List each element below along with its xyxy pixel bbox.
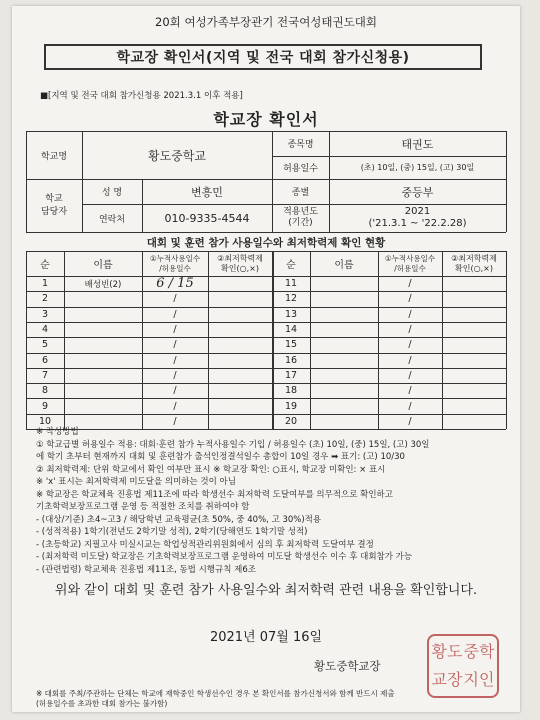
instruction-line: - (초등학교) 지필고사 미실시교는 학업성적관리위원회에서 심의 후 최저학력 도달여부 결정: [36, 539, 374, 550]
period-value: [329, 204, 506, 232]
col-header-check: ②최저학력제 확인(○,×): [451, 253, 497, 273]
footnote-line: (허용일수를 초과한 대회 참가는 불가함): [36, 699, 168, 708]
row-number: 14: [284, 324, 298, 336]
row-student-name: [64, 353, 142, 368]
col-header-days: ①누적사용일수 /허용일수: [149, 253, 201, 273]
row-achievement-check: [208, 276, 272, 291]
instruction-line: 기초학력보장프로그램 운영 등 적절한 조치를 취하여야 함: [36, 502, 250, 512]
row-achievement-check: [442, 322, 506, 337]
row-student-name: [310, 276, 378, 291]
row-achievement-check: [442, 398, 506, 413]
row-days-used: /: [408, 278, 412, 290]
row-days-used: /: [408, 293, 412, 305]
form-title-box: [44, 44, 482, 70]
row-achievement-check: [208, 337, 272, 352]
period-year: 2021: [404, 206, 431, 217]
col-header-no: 순: [286, 260, 296, 271]
row-achievement-check: [208, 291, 272, 306]
row-days-used: /: [173, 369, 177, 381]
row-number: 4: [41, 324, 49, 336]
row-achievement-check: [442, 307, 506, 322]
row-number: 13: [284, 308, 298, 320]
instruction-line: ① 학교급별 허용일수 적용: 대회·훈련 참가 누적사용일수 기입 / 허용일수 (초) 10일, (중) 15일, (고) 30일: [36, 439, 430, 450]
instruction-line: ② 최저학력제: 단위 학교에서 확인 여부만 표시 ※ 학교장 확인: ○표시, 학교장 미확인: × 표시: [36, 464, 386, 475]
division-value: 중등부: [401, 185, 434, 199]
school-label: 학교명: [40, 151, 68, 162]
row-days-used: /: [408, 369, 412, 381]
row-achievement-check: [208, 353, 272, 368]
row-number: 2: [41, 293, 49, 305]
row-achievement-check: [442, 368, 506, 383]
row-number: 12: [284, 293, 298, 305]
period-label: 적용년도 (기간): [283, 207, 318, 228]
instruction-line: - (성적적용) 1학기(전년도 2학기말 성적), 2학기(당해연도 1학기말 성적): [36, 527, 308, 537]
row-number: 8: [41, 385, 49, 397]
row-number: 6: [41, 354, 49, 366]
row-achievement-check: [442, 276, 506, 291]
col-header-check: ②최저학력제 확인(○,×): [217, 253, 263, 273]
row-days-used: /: [173, 354, 177, 366]
submission-footnote: [36, 689, 395, 709]
row-achievement-check: [442, 383, 506, 398]
event-name: 20회 여성가족부장관기 전국여성태권도대회: [155, 15, 377, 29]
row-days-used: /: [173, 400, 177, 412]
manager-name-label: 성 명: [101, 188, 123, 198]
row-student-name: 배성빈(2): [84, 279, 122, 290]
row-achievement-check: [208, 383, 272, 398]
row-number: 18: [284, 385, 298, 397]
row-number: 17: [284, 369, 298, 381]
instruction-line: - (최저학력 미도달) 학교장은 기초학력보장프로그램 운영하여 미도달 학생선수 이수 후 대회참가 가능: [36, 552, 413, 562]
confirmation-statement: 위와 같이 대회 및 훈련 참가 사용일수와 최저학력 관련 내용을 확인합니다.: [54, 583, 478, 598]
instruction-line: ※ 학교장은 학교체육 진흥법 제11조에 따라 학생선수 최저학력 도달여부를 의무적으로 확인하고: [36, 489, 393, 500]
row-number: 19: [284, 400, 298, 412]
row-achievement-check: [442, 291, 506, 306]
official-seal: 황도 중학 교장 지인: [427, 634, 499, 698]
manager-label: 학교 담당자: [40, 193, 68, 217]
row-student-name: [64, 398, 142, 413]
row-student-name: [64, 337, 142, 352]
row-achievement-check: [208, 307, 272, 322]
instruction-line: 에 학기 초부터 현재까지 대회 및 훈련참가 출석인정결석일수 총합이 10일 경우 ➡ 표기: (고) 10/30: [36, 452, 405, 462]
division-label: 종별: [291, 188, 310, 198]
row-student-name: [310, 383, 378, 398]
col-header-name: 이름: [93, 260, 113, 271]
row-number: 20: [284, 415, 298, 427]
row-student-name: [64, 322, 142, 337]
row-achievement-check: [208, 322, 272, 337]
row-number: 15: [284, 339, 298, 351]
row-days-used: /: [408, 339, 412, 351]
row-days-used: /: [173, 339, 177, 351]
row-achievement-check: [208, 368, 272, 383]
row-days-used: /: [408, 308, 412, 320]
contact-value: 010-9335-4544: [164, 211, 250, 225]
instruction-line: - (대상/기준) 초4~고3 / 해당학년 교육평균(초 50%, 중 40%, 고 30%)적용: [36, 514, 322, 525]
row-days-used: 6 / 15: [156, 276, 194, 292]
row-student-name: [64, 307, 142, 322]
row-student-name: [310, 291, 378, 306]
writing-instructions: [36, 426, 506, 576]
document-page: [12, 6, 520, 712]
status-heading: 대회 및 훈련 참가 사용일수와 최저학력제 확인 현황: [146, 237, 386, 249]
row-student-name: [310, 307, 378, 322]
row-days-used: /: [408, 385, 412, 397]
col-header-name: 이름: [334, 260, 354, 271]
sport-label: 종목명: [287, 140, 314, 150]
row-achievement-check: [442, 337, 506, 352]
row-number: 1: [41, 278, 49, 290]
row-student-name: [64, 368, 142, 383]
period-range: ('21.3.1 ~ '22.2.28): [368, 218, 467, 229]
sport-value: 태권도: [401, 137, 434, 151]
row-days-used: /: [408, 324, 412, 336]
allowed-days-label: 허용일수: [283, 164, 318, 174]
row-student-name: [310, 368, 378, 383]
row-days-used: /: [173, 308, 177, 320]
row-student-name: [310, 322, 378, 337]
row-days-used: /: [173, 324, 177, 336]
instruction-line: ※ 'x' 표시는 최저학력제 미도달을 의미하는 것이 아님: [36, 477, 236, 487]
col-header-no: 순: [40, 260, 50, 271]
row-days-used: /: [408, 415, 412, 427]
row-student-name: [64, 291, 142, 306]
row-days-used: /: [173, 415, 177, 427]
row-number: 11: [284, 278, 298, 290]
row-days-used: /: [173, 385, 177, 397]
row-number: 10: [38, 415, 52, 427]
row-days-used: /: [408, 354, 412, 366]
row-days-used: /: [408, 400, 412, 412]
col-header-days: ①누적사용일수 /허용일수: [384, 253, 436, 273]
form-title: 학교장 확인서(지역 및 전국 대회 참가신청용): [116, 50, 410, 66]
row-number: 9: [41, 400, 49, 412]
document-title: 학교장 확인서: [213, 110, 319, 129]
row-student-name: [310, 337, 378, 352]
row-student-name: [64, 383, 142, 398]
row-number: 7: [41, 369, 49, 381]
row-achievement-check: [208, 398, 272, 413]
row-number: 5: [41, 339, 49, 351]
instruction-line: - (관련법령) 학교체육 진흥법 제11조, 동법 시행규칙 제6조: [36, 564, 256, 575]
row-days-used: /: [173, 293, 177, 305]
row-student-name: [310, 353, 378, 368]
allowed-days-value: (초) 10일, (중) 15일, (고) 30일: [360, 163, 475, 172]
row-number: 3: [41, 308, 49, 320]
row-number: 16: [284, 354, 298, 366]
footnote-line: ※ 대회를 주최/주관하는 단체는 학교에 재학중인 학생선수인 경우 본 확인서를 참가신청서와 함께 반드시 제출: [36, 689, 395, 698]
applicability-note: ■[지역 및 전국 대회 참가신청용 2021.3.1 이후 적용]: [40, 91, 243, 101]
instruction-line: ※ 작성방법: [36, 427, 79, 437]
row-student-name: [310, 398, 378, 413]
school-name: 황도중학교: [148, 148, 206, 163]
row-achievement-check: [442, 353, 506, 368]
contact-label: 연락처: [98, 214, 126, 225]
confirmation-date: 2021년 07월 16일: [209, 630, 323, 645]
manager-name-value: 변흥민: [191, 185, 223, 199]
principal-signature: 황도중학교장: [314, 659, 381, 673]
